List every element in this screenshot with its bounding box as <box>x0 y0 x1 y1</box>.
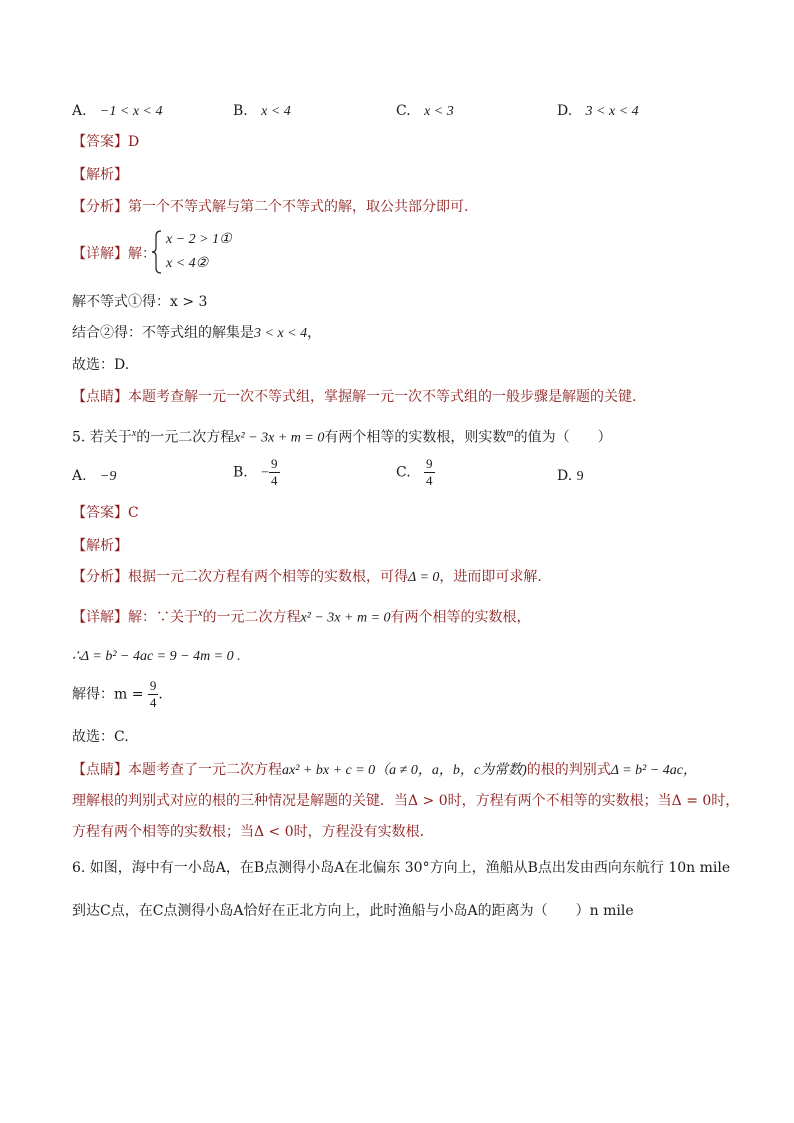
stem-var-x: x <box>131 428 137 439</box>
option-value: x < 4 <box>261 104 291 119</box>
q5-fenxi <box>72 567 542 588</box>
fraction-denominator: 4 <box>426 473 433 488</box>
option-label: D. <box>557 103 573 119</box>
q4-detail-prefix: 【详解】解： <box>72 246 156 262</box>
q4-analysis-title: 【解析】 <box>72 167 128 183</box>
detail-text: 有两个相等的实数根， <box>390 609 531 626</box>
fenxi-text: 【分析】根据一元二次方程有两个相等的实数根，可得 <box>72 569 408 585</box>
step-math: 3 < x < 4 <box>254 326 308 341</box>
system-equation-1: x − 2 > 1① <box>166 232 232 247</box>
solve-tail: . <box>158 686 163 703</box>
option-label: D. <box>557 468 573 484</box>
q5-option-d <box>557 466 584 487</box>
fraction-denominator: 4 <box>149 695 157 710</box>
q5-analysis-title: 【解析】 <box>72 538 128 554</box>
q4-option-b <box>233 101 291 122</box>
q5-option-a <box>72 466 116 487</box>
q4-comment: 【点睛】本题考查解一元一次不等式组，掌握解一元一次不等式组的一般步骤是解题的关键. <box>72 389 637 405</box>
q4-step2 <box>72 323 321 344</box>
stem-text: 5. 若关于 <box>72 429 132 446</box>
q4-fenxi: 【分析】第一个不等式解与第二个不等式的解，取公共部分即可. <box>72 199 469 215</box>
option-label: C. <box>396 103 411 119</box>
step-text: 结合②得：不等式组的解集是 <box>72 325 254 341</box>
q5-answer: 【答案】C <box>72 505 139 521</box>
detail-text: 的一元二次方程 <box>202 609 301 626</box>
option-value: 3 < x < 4 <box>585 104 639 119</box>
q5-comment-line3: 方程有两个相等的实数根；当Δ < 0时，方程没有实数根． <box>72 824 434 840</box>
option-value: −1 < x < 4 <box>99 104 163 119</box>
option-value: 9 <box>576 469 584 484</box>
option-label: C. <box>396 464 411 481</box>
q4-option-c <box>396 101 454 122</box>
comment-text: 【点睛】本题考查了一元二次方程 <box>72 762 282 778</box>
option-value: x < 3 <box>424 104 454 119</box>
q5-stem <box>72 424 612 449</box>
fenxi-text: ，进而即可求解. <box>439 569 542 585</box>
comment-equation: Δ = b² − 4ac， <box>610 763 698 778</box>
q4-option-d <box>557 101 639 122</box>
stem-equation: x² − 3x + m = 0 <box>234 430 325 446</box>
stem-text: 的值为（ ） <box>513 429 612 446</box>
q4-answer: 【答案】D <box>72 134 140 150</box>
option-label: A. <box>72 103 87 119</box>
stem-text: 有两个相等的实数根，则实数 <box>324 429 507 446</box>
solve-fraction <box>148 678 159 711</box>
fraction-numerator: 9 <box>426 456 433 471</box>
left-brace-icon <box>151 230 163 274</box>
fraction-numerator: 9 <box>271 456 278 471</box>
option-sign: − <box>261 465 270 481</box>
q6-stem-line2: 到达C点，在C点测得小岛A恰好在正北方向上，此时渔船与小岛A的距离为（ ）n mile <box>72 903 634 919</box>
option-label: A. <box>72 468 87 484</box>
comment-text: 的根的判别式 <box>526 762 611 778</box>
option-fraction <box>424 456 435 489</box>
stem-var-m: m <box>506 428 514 439</box>
option-value: −9 <box>99 469 117 484</box>
detail-var-x: x <box>198 608 203 619</box>
option-fraction <box>269 456 280 489</box>
option-label: B. <box>233 464 248 481</box>
detail-text: 【详解】解：∵关于 <box>72 609 198 626</box>
fraction-numerator: 9 <box>149 678 157 693</box>
step-tail: ， <box>307 325 322 341</box>
q5-comment-line1 <box>72 760 697 781</box>
q4-option-a <box>72 101 162 122</box>
detail-equation: x² − 3x + m = 0 <box>300 610 391 626</box>
q5-therefore: ∴Δ = b² − 4ac = 9 − 4m = 0 . <box>72 649 241 664</box>
q5-option-b <box>233 456 280 489</box>
q5-option-c <box>396 456 435 489</box>
fraction-denominator: 4 <box>271 473 278 488</box>
fenxi-math: Δ = 0 <box>408 570 440 585</box>
q5-detail <box>72 604 531 629</box>
stem-text: 的一元二次方程 <box>136 429 235 446</box>
solve-prefix: 解得：m = <box>72 686 144 703</box>
system-equation-2: x < 4② <box>166 256 209 271</box>
q4-step1: 解不等式①得：x > 3 <box>72 294 208 310</box>
q4-conclusion: 故选：D. <box>72 357 130 373</box>
comment-equation: ax² + bx + c = 0（a ≠ 0，a，b，c为常数) <box>282 763 527 778</box>
q6-stem-line1: 6. 如图，海中有一小岛A，在B点测得小岛A在北偏东 30°方向上，渔船从B点出发由西向东航行 10n mile <box>72 860 731 876</box>
option-label: B. <box>233 103 248 119</box>
q5-conclusion: 故选：C. <box>72 729 129 745</box>
q5-comment-line2: 理解根的判别式对应的根的三种情况是解题的关键．当Δ > 0时，方程有两个不相等的实数根；当Δ = 0时， <box>72 793 740 809</box>
q5-solve <box>72 678 163 711</box>
